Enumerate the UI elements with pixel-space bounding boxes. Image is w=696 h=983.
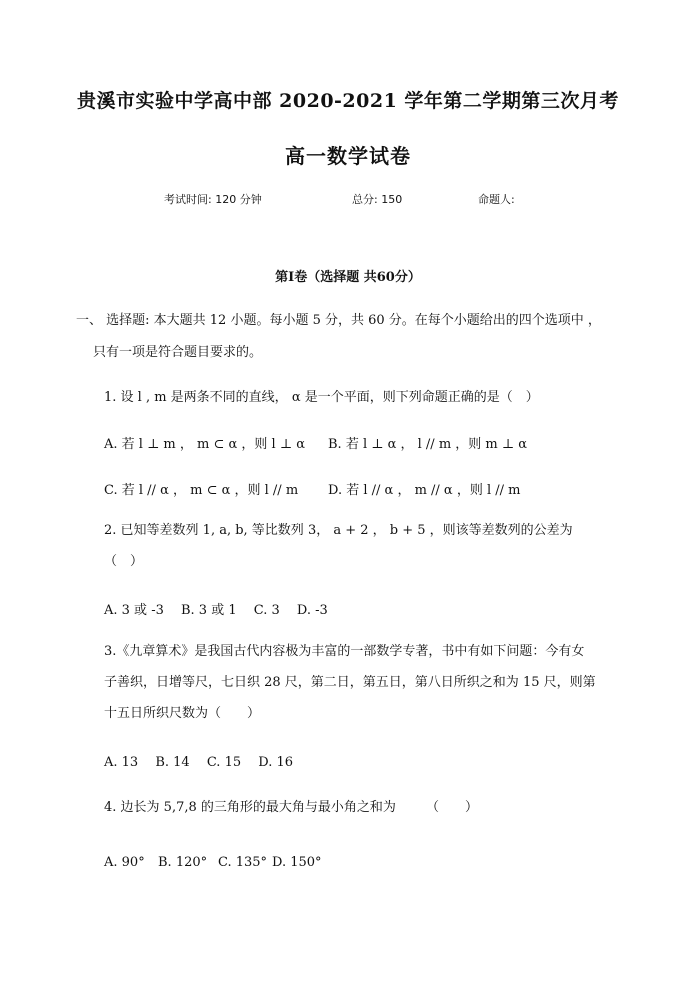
question-4-option-b: B. 120° [158,855,208,870]
question-1-option-d: D. 若 l // α ， m // α ，则 l // m [328,483,521,498]
question-4-option-a: A. 90° [104,855,145,870]
question-2-stem: 2. 已知等差数列 1, a, b, 等比数列 3， a + 2 ， b + 5 ，则该等差数列的公差为 [104,523,573,538]
exam-subtitle: 高一数学试卷 [285,144,411,168]
question-3-stem-line1: 3.《九章算术》是我国古代内容极为丰富的一部数学专著，书中有如下问题：今有女 [104,644,585,659]
question-3-stem-line3: 十五日所织尺数为（ ） [104,706,261,721]
question-3-stem-line2: 子善织，日增等尺，七日织 28 尺，第二日，第五日，第八日所织之和为 15 尺，则第 [104,675,596,690]
total-score: 总分: 150 [352,193,403,206]
question-1-option-b: B. 若 l ⊥ α ， l // m ，则 m ⊥ α [328,437,528,452]
part-one-title: 第Ⅰ卷（选择题 共60分） [275,270,421,285]
section-instructions-line2: 只有一项是符合题目要求的。 [93,345,263,360]
question-2-stem-paren: （ ） [104,554,144,569]
question-4-stem: 4. 边长为 5,7,8 的三角形的最大角与最小角之和为 （ ） [104,800,479,815]
question-4-option-c: C. 135° [218,855,268,870]
question-2-options: A. 3 或 -3 B. 3 或 1 C. 3 D. -3 [104,603,328,618]
section-instructions-line1: 一、 选择题: 本大题共 12 小题。每小题 5 分，共 60 分。在每个小题给出的四个选项中 ， [76,313,601,328]
exam-title: 贵溪市实验中学高中部 2020-2021 学年第二学期第三次月考 [77,90,619,112]
question-3-options: A. 13 B. 14 C. 15 D. 16 [104,755,294,770]
question-1-stem: 1. 设 l , m 是两条不同的直线， α 是一个平面，则下列命题正确的是（ ） [104,390,539,405]
question-4-option-d: D. 150° [272,855,322,870]
exam-author: 命题人: [478,193,515,206]
exam-time: 考试时间: 120 分钟 [164,193,262,206]
question-1-option-a: A. 若 l ⊥ m ， m ⊂ α ，则 l ⊥ α [104,437,305,452]
question-1-option-c: C. 若 l // α ， m ⊂ α ，则 l // m [104,483,299,498]
